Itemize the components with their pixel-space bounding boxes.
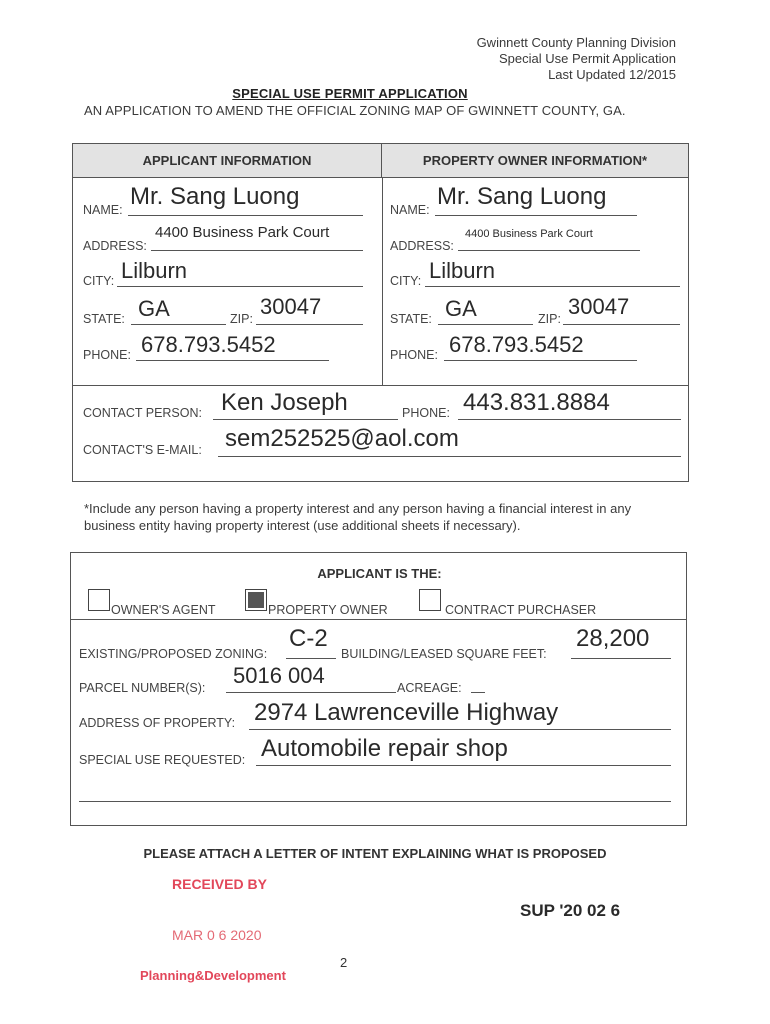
owner-name-line <box>435 215 637 216</box>
applicant-zip-label: ZIP: <box>230 312 253 326</box>
property-address-label: ADDRESS OF PROPERTY: <box>79 716 236 730</box>
owner-address-label: ADDRESS: <box>390 239 454 253</box>
owner-zip-value[interactable]: 30047 <box>568 294 630 319</box>
owner-name-label: NAME: <box>390 203 430 217</box>
received-by-stamp: RECEIVED BY <box>172 876 267 892</box>
contact-person-label: CONTACT PERSON: <box>83 406 202 420</box>
parcel-line <box>226 692 396 693</box>
contact-person-line <box>213 419 398 420</box>
applicant-role-box <box>70 552 687 826</box>
owner-state-value[interactable]: GA <box>445 296 477 321</box>
applicant-city-line <box>117 286 363 287</box>
applicant-city-label: CITY: <box>83 274 115 288</box>
applicant-state-line <box>131 324 226 325</box>
special-use-value[interactable]: Automobile repair shop <box>261 735 508 762</box>
property-address-value[interactable]: 2974 Lawrenceville Highway <box>254 699 559 726</box>
owner-city-label: CITY: <box>390 274 422 288</box>
applicant-zip-line <box>256 324 363 325</box>
owner-phone-line <box>444 360 637 361</box>
case-number-stamp: SUP '20 02 6 <box>520 901 621 920</box>
owner-city-value[interactable]: Lilburn <box>429 258 496 283</box>
owner-phone-value[interactable]: 678.793.5452 <box>449 332 584 357</box>
applicant-address-line <box>151 250 363 251</box>
form-subtitle: AN APPLICATION TO AMEND THE OFFICIAL ZONING MAP OF GWINNETT COUNTY, GA. <box>84 103 626 118</box>
contact-email-line <box>218 456 681 457</box>
applicant-address-label: ADDRESS: <box>83 239 147 253</box>
zoning-value[interactable]: C-2 <box>289 625 328 652</box>
special-use-extra-line <box>79 801 671 802</box>
zoning-line <box>286 658 336 659</box>
owner-address-line <box>458 250 640 251</box>
owners-agent-label: OWNER'S AGENT <box>111 603 216 617</box>
header-line-3: Last Updated 12/2015 <box>548 67 676 82</box>
owners-agent-checkbox[interactable] <box>88 589 110 611</box>
parcel-label: PARCEL NUMBER(S): <box>79 681 206 695</box>
applicant-phone-value[interactable]: 678.793.5452 <box>141 332 276 357</box>
contact-phone-label: PHONE: <box>402 406 450 420</box>
owner-zip-label: ZIP: <box>538 312 561 326</box>
applicant-zip-value[interactable]: 30047 <box>260 294 322 319</box>
square-feet-value[interactable]: 28,200 <box>576 625 650 652</box>
applicant-state-value[interactable]: GA <box>138 296 170 321</box>
attach-letter-instruction: PLEASE ATTACH A LETTER OF INTENT EXPLAINING WHAT IS PROPOSED <box>143 846 607 861</box>
contact-phone-value[interactable]: 443.831.8884 <box>463 389 610 416</box>
contract-purchaser-label: CONTRACT PURCHASER <box>445 603 597 617</box>
applicant-name-label: NAME: <box>83 203 123 217</box>
applicant-phone-label: PHONE: <box>83 348 131 362</box>
section-divider <box>73 385 688 386</box>
page-number: 2 <box>340 955 348 970</box>
owner-state-line <box>438 324 533 325</box>
form-title: SPECIAL USE PERMIT APPLICATION <box>232 86 468 101</box>
contact-person-value[interactable]: Ken Joseph <box>221 389 348 416</box>
contract-purchaser-checkbox[interactable] <box>419 589 441 611</box>
special-use-line <box>256 765 671 766</box>
applicant-is-heading: APPLICANT IS THE: <box>317 566 442 581</box>
ownership-footnote: *Include any person having a property interest and any person having a financial interest in any business entity having property interest (use additional sheets if necessary). <box>84 501 632 533</box>
header-line-1: Gwinnett County Planning Division <box>476 35 676 50</box>
applicant-phone-line <box>136 360 329 361</box>
applicant-name-value[interactable]: Mr. Sang Luong <box>130 183 300 210</box>
applicant-state-label: STATE: <box>83 312 125 326</box>
owner-state-label: STATE: <box>390 312 432 326</box>
header-line-2: Special Use Permit Application <box>498 51 676 66</box>
acreage-label: ACREAGE: <box>397 681 462 695</box>
square-feet-line <box>571 658 671 659</box>
owner-name-value[interactable]: Mr. Sang Luong <box>437 183 607 210</box>
special-use-label: SPECIAL USE REQUESTED: <box>79 753 246 767</box>
applicant-address-value[interactable]: 4400 Business Park Court <box>155 224 330 241</box>
owner-info-heading: PROPERTY OWNER INFORMATION* <box>382 144 688 178</box>
owner-address-value[interactable]: 4400 Business Park Court <box>465 228 593 240</box>
owner-city-line <box>425 286 680 287</box>
acreage-line <box>471 692 485 693</box>
document-header <box>477 35 676 83</box>
applicant-name-line <box>128 215 363 216</box>
parcel-value[interactable]: 5016 004 <box>233 663 325 688</box>
contact-email-value[interactable]: sem252525@aol.com <box>225 425 459 452</box>
role-divider <box>71 619 686 620</box>
contact-phone-line <box>458 419 681 420</box>
information-box <box>72 143 689 482</box>
column-divider <box>382 178 383 386</box>
contact-email-label: CONTACT'S E-MAIL: <box>83 443 202 457</box>
applicant-info-heading: APPLICANT INFORMATION <box>73 144 382 178</box>
owner-zip-line <box>563 324 680 325</box>
property-owner-label: PROPERTY OWNER <box>268 603 388 617</box>
owner-phone-label: PHONE: <box>390 348 438 362</box>
zoning-label: EXISTING/PROPOSED ZONING: <box>79 647 268 661</box>
property-owner-checkbox[interactable] <box>245 589 267 611</box>
applicant-city-value[interactable]: Lilburn <box>121 258 188 283</box>
square-feet-label: BUILDING/LEASED SQUARE FEET: <box>341 647 547 661</box>
received-date-stamp: MAR 0 6 2020 <box>172 927 262 943</box>
planning-development-stamp: Planning&Development <box>140 968 286 983</box>
property-address-line <box>249 729 671 730</box>
